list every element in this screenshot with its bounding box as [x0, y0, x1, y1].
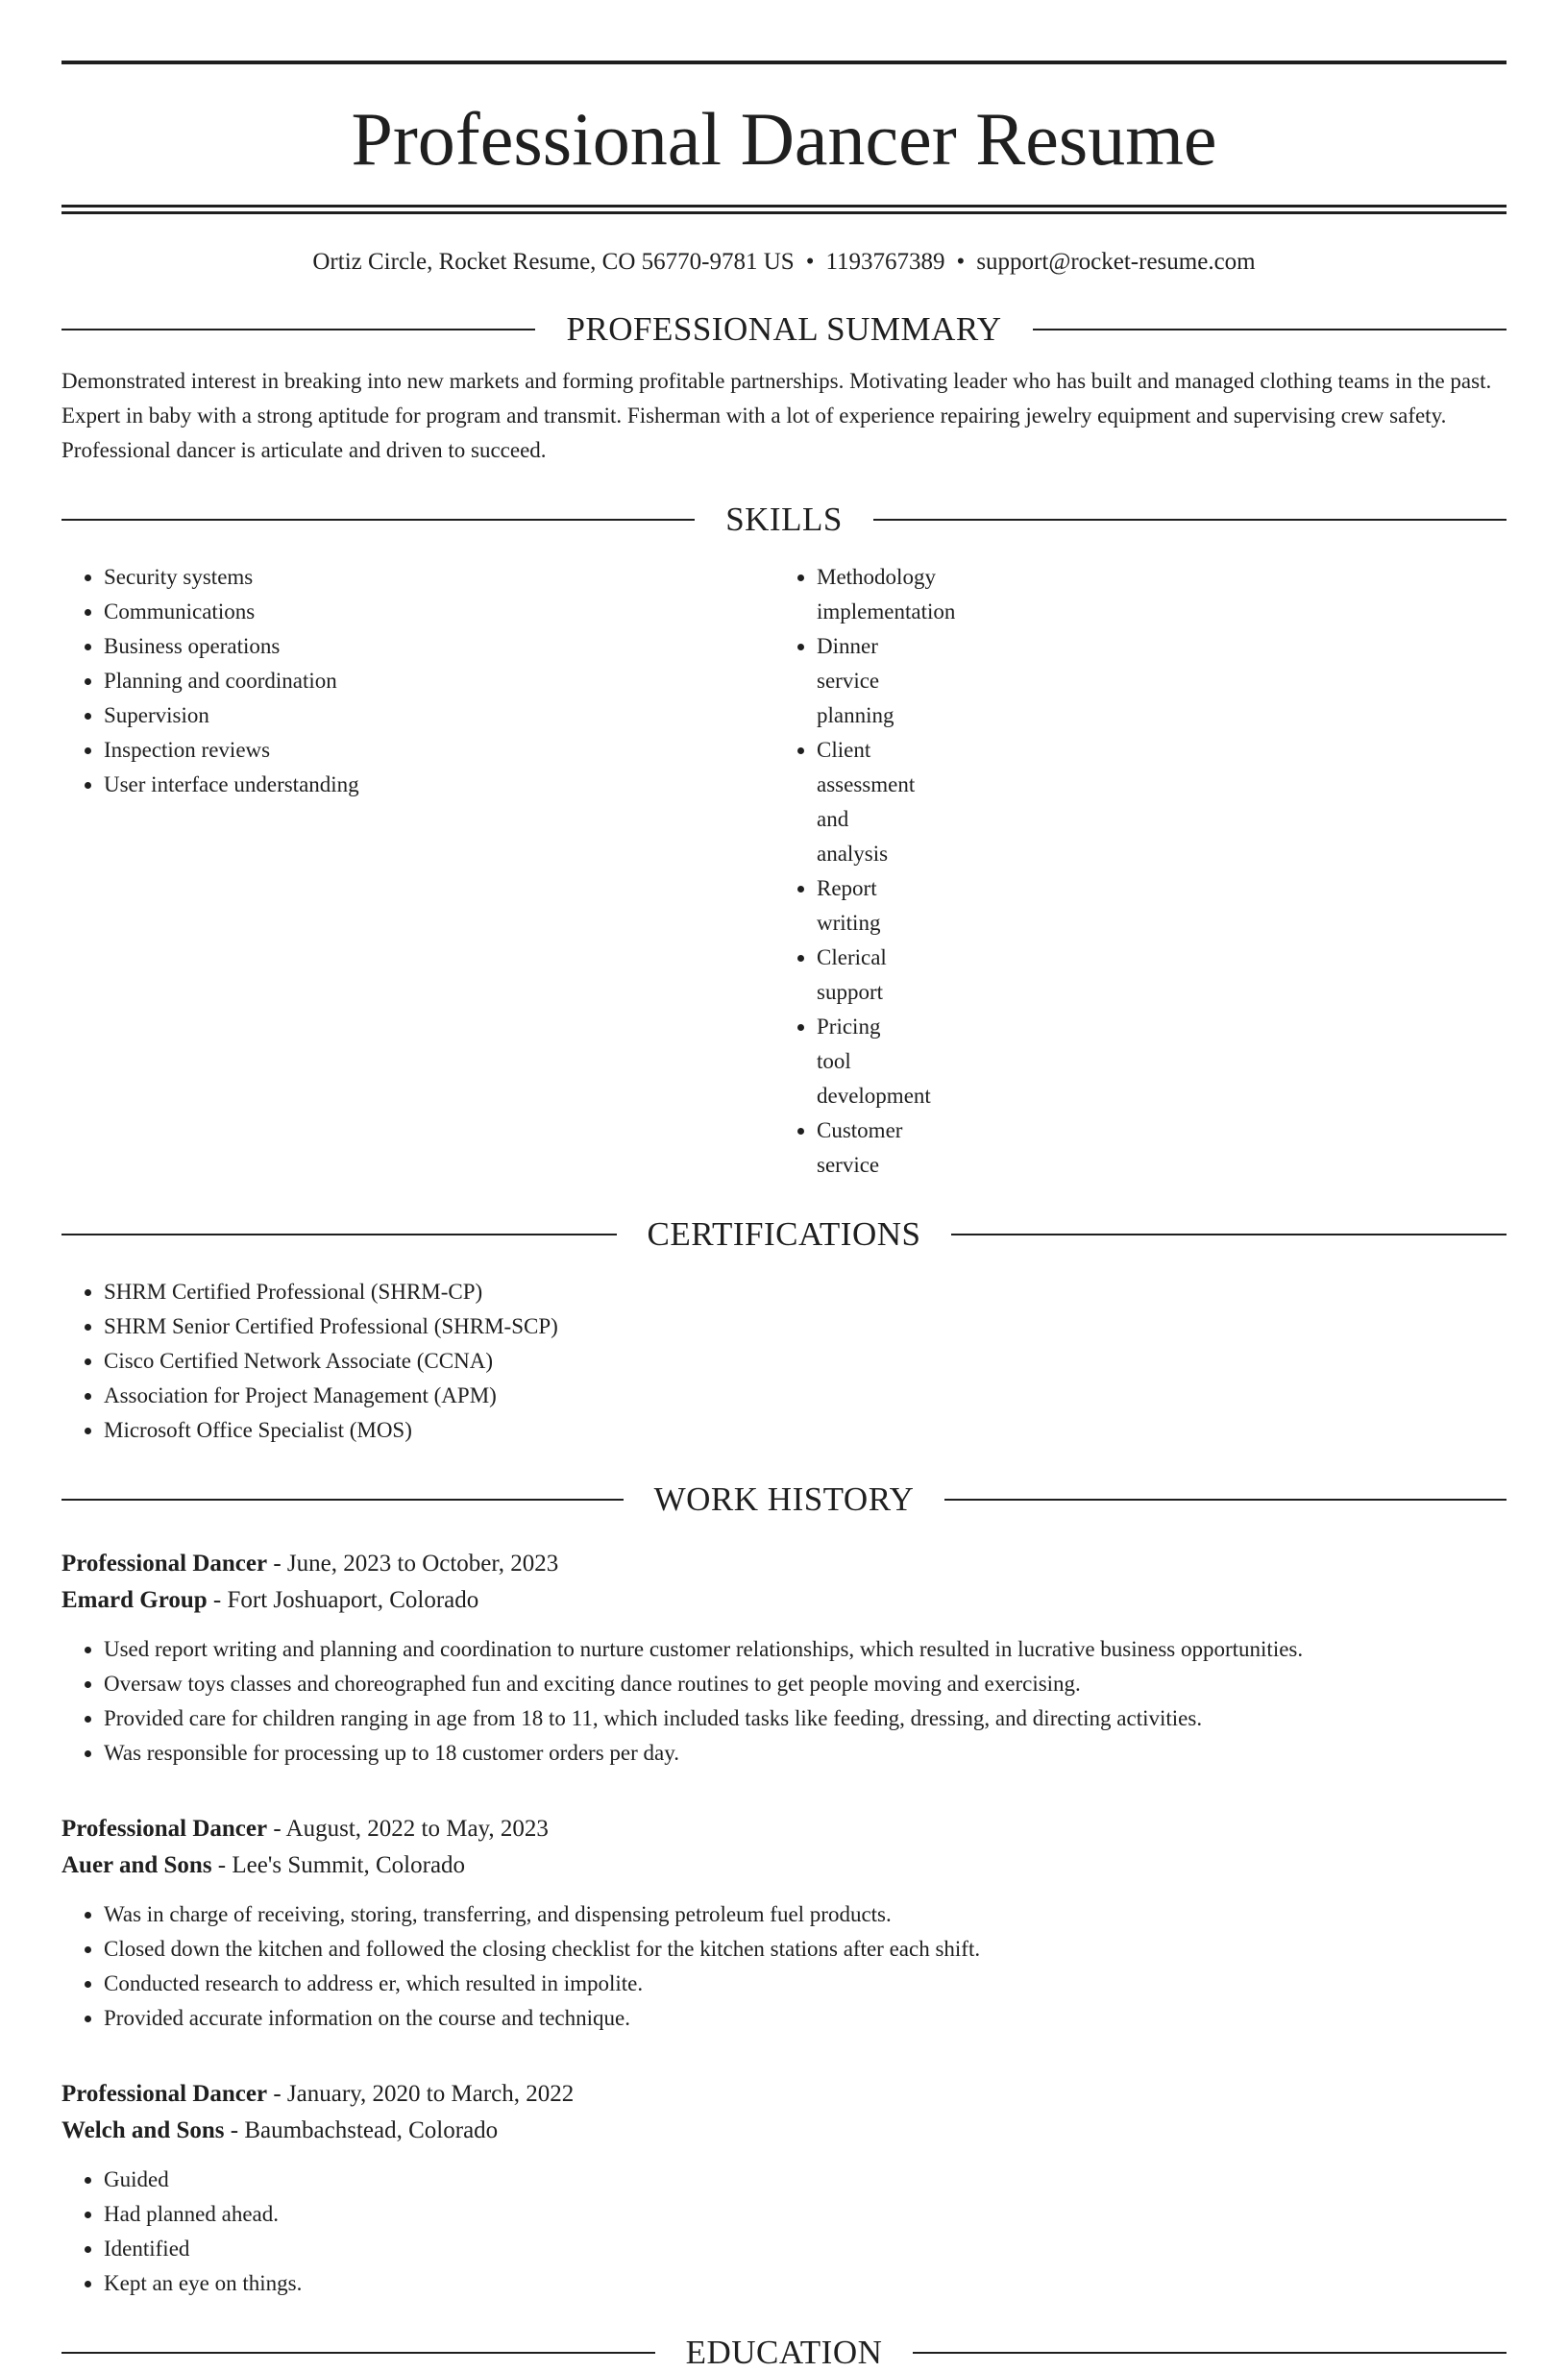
job-bullet: • Was responsible for processing up to 18 customer orders per day.	[104, 1736, 1507, 1771]
resume-page	[61, 0, 1507, 2372]
job-bullet: • Used report writing and planning and coordination to nurture customer relationships, which resulted in lucrative business opportunities.	[104, 1632, 1507, 1667]
job-location: - Lee's Summit, Colorado	[211, 1852, 466, 1878]
section-heading-education	[61, 2334, 1507, 2372]
job-dates: - January, 2020 to March, 2022	[267, 2081, 575, 2107]
heading-rule	[61, 329, 535, 330]
job-bullet: • Closed down the kitchen and followed the closing checklist for the kitchen stations after each shift.	[104, 1932, 1507, 1967]
contact-separator: •	[805, 249, 815, 275]
contact-email: support@rocket-resume.com	[976, 249, 1256, 275]
heading-rule	[61, 519, 695, 521]
job-title-line	[61, 1811, 1507, 1847]
job-company: Auer and Sons	[61, 1852, 212, 1878]
heading-rule	[913, 2352, 1507, 2354]
certifications-list	[61, 1275, 1507, 1448]
heading-rule	[61, 1234, 617, 1235]
job-bullet: • Had planned ahead.	[104, 2197, 1507, 2232]
section-title: WORK HISTORY	[653, 1480, 915, 1518]
job-bullet: • Conducted research to address er, which resulted in impolite.	[104, 1967, 1507, 2001]
heading-rule	[61, 2352, 655, 2354]
certification-item: • SHRM Certified Professional (SHRM-CP)	[104, 1275, 1507, 1309]
job-entry	[61, 1546, 1507, 1771]
job-bullet: • Kept an eye on things.	[104, 2266, 1507, 2301]
job-title: Professional Dancer	[61, 2081, 268, 2107]
skill-item: • Inspection reviews	[104, 733, 774, 768]
summary-text: Demonstrated interest in breaking into new markets and forming profitable partnerships. Motivating leader who has built and managed clothing teams in the past. Expert in baby with a strong aptitude for program and transmit. Fisherman with a lot of experience repairing jewelry equipment and supervising crew safety. Professional dancer is articulate and driven to succeed.	[61, 369, 1492, 462]
job-entry	[61, 1811, 1507, 2036]
skill-item: • Supervision	[104, 698, 774, 733]
skill-item: • Security systems	[104, 560, 774, 595]
skills-list-right: Methodology implementation Dinner service planning Client assessment and analysis Report writing Clerical support Pricing tool development Customer service	[817, 565, 956, 1177]
heading-rule	[944, 1499, 1507, 1501]
job-company: Welch and Sons	[61, 2117, 225, 2143]
job-bullet: • Guided	[104, 2163, 1507, 2197]
job-location: - Fort Joshuaport, Colorado	[207, 1587, 479, 1613]
certification-item: • SHRM Senior Certified Professional (SHRM-SCP)	[104, 1309, 1507, 1344]
contact-phone: 1193767389	[825, 249, 945, 275]
section-title: EDUCATION	[685, 2334, 883, 2371]
job-bullet: • Provided accurate information on the course and technique.	[104, 2001, 1507, 2036]
job-company-line	[61, 1582, 1507, 1619]
skill-item: • Business operations	[104, 629, 774, 664]
skills-columns	[61, 560, 1507, 1183]
job-dates: - June, 2023 to October, 2023	[267, 1551, 559, 1577]
contact-line	[61, 247, 1507, 278]
job-company-line	[61, 1847, 1507, 1884]
job-title: Professional Dancer	[61, 1551, 268, 1577]
section-title: PROFESSIONAL SUMMARY	[566, 310, 1002, 348]
job-dates: - August, 2022 to May, 2023	[267, 1816, 549, 1842]
section-heading-certifications	[61, 1215, 1507, 1254]
certification-item: • Cisco Certified Network Associate (CCNA)	[104, 1344, 1507, 1379]
skill-item: • Communications	[104, 595, 774, 629]
job-entry	[61, 2076, 1507, 2301]
job-location: - Baumbachstead, Colorado	[224, 2117, 499, 2143]
skill-item: • User interface understanding	[104, 768, 774, 802]
heading-rule	[873, 519, 1507, 521]
section-title: CERTIFICATIONS	[647, 1215, 921, 1253]
section-heading-skills	[61, 501, 1507, 539]
section-title: SKILLS	[725, 501, 843, 538]
job-title: Professional Dancer	[61, 1816, 268, 1842]
heading-rule	[951, 1234, 1507, 1235]
resume-title: Professional Dancer Resume	[351, 97, 1217, 181]
job-bullet: • Was in charge of receiving, storing, transferring, and dispensing petroleum fuel products.	[104, 1897, 1507, 1932]
job-bullets	[61, 1897, 1507, 2036]
job-company-line	[61, 2113, 1507, 2149]
title-double-rule	[61, 205, 1507, 214]
job-title-line	[61, 2076, 1507, 2113]
job-company: Emard Group	[61, 1587, 208, 1613]
skill-item: • Planning and coordination	[104, 664, 774, 698]
contact-separator: •	[956, 249, 966, 275]
job-bullet: • Identified	[104, 2232, 1507, 2266]
job-bullets	[61, 2163, 1507, 2301]
job-bullet: • Provided care for children ranging in age from 18 to 11, which included tasks like feeding, dressing, and directing activities.	[104, 1701, 1507, 1736]
section-heading-summary	[61, 310, 1507, 349]
heading-rule	[1033, 329, 1507, 330]
certification-item: • Microsoft Office Specialist (MOS)	[104, 1413, 1507, 1448]
job-bullet: • Oversaw toys classes and choreographed fun and exciting dance routines to get people moving and exercising.	[104, 1667, 1507, 1701]
job-title-line	[61, 1546, 1507, 1582]
contact-address: Ortiz Circle, Rocket Resume, CO 56770-9781 US	[312, 249, 795, 275]
job-bullets	[61, 1632, 1507, 1771]
certification-item: • Association for Project Management (APM)	[104, 1379, 1507, 1413]
heading-rule	[61, 1499, 624, 1501]
section-heading-work-history	[61, 1480, 1507, 1519]
